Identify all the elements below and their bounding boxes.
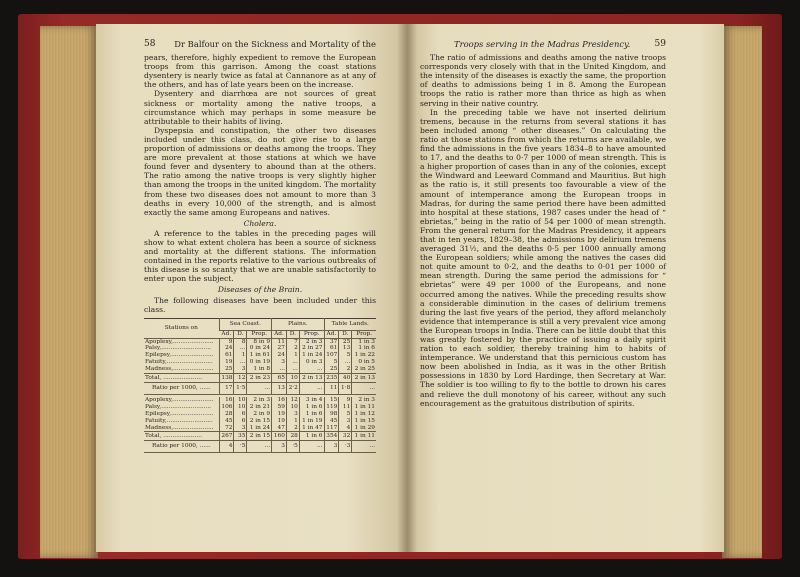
table-cell: 2 xyxy=(339,366,352,373)
table-header-table-lands: Table Lands. xyxy=(324,318,376,330)
table-cell: 6 xyxy=(234,418,247,425)
table-cell: 24 xyxy=(219,345,234,352)
table-cell: ... xyxy=(286,359,299,366)
table-cell: 0 in 3 xyxy=(299,359,324,366)
table-ratio-row xyxy=(144,382,376,394)
table-cell: 9 xyxy=(219,338,234,345)
table-cell: 98 xyxy=(324,411,339,418)
table-cell: 3 xyxy=(234,366,247,373)
table-cell: 1 in 24 xyxy=(247,425,272,432)
paragraph: A reference to the tables in the preceding pages will show to what extent cholera has been a source of sickness and mortality at the different stations. The information contained in the reports relative to the various outbreaks of this disease is so scanty that we are unable satisfactorily to enter upon the subject. xyxy=(144,228,376,284)
table-header-sea-coast: Sea Coast. xyxy=(219,318,271,330)
table-cell: 3 in 4 xyxy=(299,397,324,404)
paragraph: The ratio of admissions and deaths among the native troops corresponds very closely with that in the United Kingdom, and the intensity of the diseases is exactly the same, the proportion of deaths to admissions being 1 in 8. Among the European troops the ratio is rather more than thrice as high as when serving in their native country. xyxy=(420,53,666,108)
table-cell: 1 in 3 xyxy=(352,338,376,345)
table-cell: 19 xyxy=(272,418,287,425)
table-cell: 3 xyxy=(272,359,287,366)
table-cell: ... xyxy=(234,359,247,366)
table-cell: 1 in 6 xyxy=(299,432,324,441)
table-cell: 2 in 13 xyxy=(299,374,324,383)
paragraph: Dysentery and diarrhœa are not sources of great sickness or mortality among the native troops, a circumstance which may perhaps in some measure be attributable to their habits of living. xyxy=(144,89,376,126)
table-cell: 1 in 19 xyxy=(299,418,324,425)
table-cell: 1 in 6 xyxy=(299,404,324,411)
paragraph: The following diseases have been included under this class. xyxy=(144,295,376,314)
table-cell: 7 xyxy=(286,338,299,345)
table-cell: 2 xyxy=(286,425,299,432)
table-cell: 1 xyxy=(286,418,299,425)
table-cell: 25 xyxy=(324,366,339,373)
table-cell: 5 xyxy=(339,352,352,359)
table-cell: 1 xyxy=(234,352,247,359)
table-cell: 107 xyxy=(324,352,339,359)
paragraph: In the preceding table we have not inserted delirium tremens, because in the returns from several stations it has been included among “ other diseases.” On calculating the ratio at those stations from which the returns are available, we find the admissions in the five years 1834–8 to have amounted to 17, and the deaths to 0·7 per 1000 of mean strength. This is a higher proportion of cases than in any of the colonies, except the Windward and Leeward Command and Mauritius. But high as the ratio is, it still presents too favourable a view of the amount of intemperance among the European troops in Madras, for during the same period there have been admitted into hospital at these stations, 1987 cases under the head of “ ebrietas,” being in the ratio of 54 per 1000 of mean strength. From the general return for the Madras Presidency, it appears that in ten years, 1829–38, the admissions by delirium tremens averaged 31½, and the deaths 0·5 per 1000 annually among the European soldiers; while among the natives the cases did not quite amount to 0·2, and the deaths to 0·01 per 1000 of mean strength. During the same period the admissions for “ ebrietas” were 49 per 1000 of the Europeans, and none occurred among the natives. While the preceding results show a considerable diminution in the cases of delirium tremens during the last five years of the period, they afford melancholy evidence that intemperance is still a very prevalent vice among the European troops in India. There can be little doubt that this was greatly fostered by the practice of issuing a daily spirit ration to each soldier, thereby training him to habits of intemperance. We understand that this pernicious custom has now been abolished in India, as it was in the other British possessions in 1830 by Lord Hardinge, then Secretary at War. The soldier is too willing to fly to the bottle to drown his cares and relieve the dull monotony of his career, without any such encouragement as the gratuitous distribution of spirits. xyxy=(420,107,666,408)
col-prop: Prop. xyxy=(352,330,376,338)
table-cell: ... xyxy=(299,441,324,453)
table-cell: 59 xyxy=(272,404,287,411)
table-cell: 1 in 11 xyxy=(352,404,376,411)
table-cell: 1 in 11 xyxy=(352,432,376,441)
table-cell: 10 xyxy=(234,397,247,404)
col-ad: Ad. xyxy=(219,330,234,338)
table-cell: 37 xyxy=(324,338,339,345)
row-label: Ratio per 1000, ...... xyxy=(144,441,219,453)
table-cell: 5 xyxy=(339,411,352,418)
table-cell: 4 xyxy=(219,441,234,453)
table-cell: 3 xyxy=(324,441,339,453)
running-title: Dr Balfour on the Sickness and Mortality of the xyxy=(174,39,376,49)
table-cell: 65 xyxy=(272,374,287,383)
row-label: Fatuity,......................... xyxy=(145,417,213,424)
right-page-content xyxy=(420,40,666,408)
table-cell: 11 xyxy=(324,382,339,394)
table-cell: 28 xyxy=(219,411,234,418)
table-cell: 0 in 24 xyxy=(247,345,272,352)
table-cell: 27 xyxy=(272,345,287,352)
table-cell: 1·5 xyxy=(234,382,247,394)
table-row xyxy=(144,418,376,425)
table-cell: ... xyxy=(352,382,376,394)
table-cell: 1·8 xyxy=(339,382,352,394)
table-row xyxy=(144,366,376,373)
table-cell: 3 xyxy=(339,418,352,425)
right-running-head xyxy=(420,40,666,49)
row-label: Madness,...................... xyxy=(145,424,214,431)
table-cell: 1 xyxy=(286,352,299,359)
table-cell: 1 in 12 xyxy=(352,411,376,418)
table-total-row xyxy=(144,374,376,383)
table-cell: 2 in 3 xyxy=(352,397,376,404)
table-cell: 117 xyxy=(324,425,339,432)
table-cell: 1 in 15 xyxy=(352,418,376,425)
table-cell: 0 in 5 xyxy=(352,359,376,366)
table-header-plains: Plains. xyxy=(272,318,324,330)
table-cell: 2·2 xyxy=(286,382,299,394)
table-cell: ... xyxy=(286,366,299,373)
table-cell: 0 in 19 xyxy=(247,359,272,366)
row-label: Madness,...................... xyxy=(145,366,214,373)
running-title: Troops serving in the Madras Presidency. xyxy=(454,39,631,49)
table-cell: 2 in 15 xyxy=(247,432,272,441)
table-row xyxy=(144,359,376,366)
table-cell: 11 xyxy=(272,338,287,345)
table-cell: 24 xyxy=(272,352,287,359)
table-cell: 3 xyxy=(286,411,299,418)
col-d: D. xyxy=(234,330,247,338)
table-cell: 1 in 29 xyxy=(352,425,376,432)
table-cell: 160 xyxy=(272,432,287,441)
table-cell: 10 xyxy=(286,404,299,411)
table-cell: 2 in 15 xyxy=(247,418,272,425)
book-gutter xyxy=(397,24,417,552)
table-cell: ... xyxy=(339,359,352,366)
table-cell: 19 xyxy=(219,359,234,366)
table-cell: 19 xyxy=(272,411,287,418)
table-cell: 2 in 23 xyxy=(247,374,272,383)
table-cell: 47 xyxy=(272,425,287,432)
table-cell: 13 xyxy=(339,345,352,352)
table-cell: 45 xyxy=(324,418,339,425)
table-total-row xyxy=(144,432,376,441)
table-cell: 138 xyxy=(219,374,234,383)
table-cell: ·3 xyxy=(339,441,352,453)
row-label: Palsy,........................... xyxy=(145,403,212,410)
table-cell: 1 in 6 xyxy=(352,345,376,352)
table-cell: 1 in 8 xyxy=(247,366,272,373)
table-cell: 32 xyxy=(339,432,352,441)
table-cell: ... xyxy=(247,441,272,453)
table-cell: 8 in 9 xyxy=(247,338,272,345)
section-heading-cholera: Cholera. xyxy=(243,218,277,228)
table-cell: 235 xyxy=(324,374,339,383)
table-cell: 25 xyxy=(339,338,352,345)
table-row xyxy=(144,425,376,432)
row-label: Epilepsy,....................... xyxy=(145,410,214,417)
diseases-table xyxy=(144,318,376,454)
table-row xyxy=(144,352,376,359)
table-cell: 106 xyxy=(219,404,234,411)
table-cell: ·5 xyxy=(234,441,247,453)
page-edges-left xyxy=(40,26,98,558)
col-prop: Prop. xyxy=(299,330,324,338)
paragraph: pears, therefore, highly expedient to remove the European troops from this garrison. Among the coast stations dysentery is nearly twice as fatal at Cannanore as at any of the others, and has of late years been on the increase. xyxy=(144,53,376,90)
table-header-row xyxy=(144,318,376,330)
table-row xyxy=(144,397,376,404)
table-body xyxy=(144,338,376,453)
table-cell: 61 xyxy=(324,345,339,352)
row-label: Apoplexy,...................... xyxy=(145,396,214,403)
table-cell: 16 xyxy=(219,397,234,404)
table-cell: 11 xyxy=(339,404,352,411)
table-header-stations: Stations on xyxy=(144,318,219,338)
table-cell: 2 in 3 xyxy=(299,338,324,345)
table-cell: 13 xyxy=(272,382,287,394)
table-cell: ... xyxy=(299,382,324,394)
table-cell: ... xyxy=(299,366,324,373)
table-cell: 2 in 27 xyxy=(299,345,324,352)
table-cell: 10 xyxy=(286,374,299,383)
row-label: Palsy,........................... xyxy=(145,345,212,352)
table-cell: 12 xyxy=(286,397,299,404)
table-cell: 1 in 6 xyxy=(299,411,324,418)
col-prop: Prop. xyxy=(247,330,272,338)
table-cell: 35 xyxy=(234,432,247,441)
section-heading-brain: Diseases of the Brain. xyxy=(217,285,303,295)
row-label: Apoplexy,...................... xyxy=(145,338,214,345)
table-cell: 1 in 61 xyxy=(247,352,272,359)
table-cell: ·5 xyxy=(286,441,299,453)
table-cell: 6 xyxy=(234,411,247,418)
table-cell: 2 xyxy=(286,345,299,352)
table-cell: 3 xyxy=(234,425,247,432)
table-cell: 2 in 21 xyxy=(247,404,272,411)
table-cell: 10 xyxy=(234,404,247,411)
table-cell: 25 xyxy=(219,366,234,373)
row-label: Fatuity,......................... xyxy=(145,359,213,366)
row-label: Total, ..................... xyxy=(144,374,219,383)
row-label: Epilepsy,....................... xyxy=(145,352,214,359)
table-cell: 2 in 3 xyxy=(247,397,272,404)
table-ratio-row xyxy=(144,441,376,453)
table-cell: 15 xyxy=(324,397,339,404)
table-cell: ... xyxy=(272,366,287,373)
table-cell: ... xyxy=(352,441,376,453)
row-label: Total, ..................... xyxy=(144,432,219,441)
table-cell: 4 xyxy=(339,425,352,432)
table-cell: 267 xyxy=(219,432,234,441)
table-cell: 5 xyxy=(324,359,339,366)
table-cell: 2 in 13 xyxy=(352,374,376,383)
table-cell: 1 in 47 xyxy=(299,425,324,432)
page-edges-right xyxy=(722,26,762,558)
table-cell: 16 xyxy=(272,397,287,404)
table-cell: 3 xyxy=(272,441,287,453)
left-running-head xyxy=(144,40,376,49)
left-page-content xyxy=(144,40,376,453)
table-cell: 2 in 25 xyxy=(352,366,376,373)
page-number: 58 xyxy=(144,39,156,49)
col-d: D. xyxy=(339,330,352,338)
table-cell: 28 xyxy=(286,432,299,441)
table-cell: 12 xyxy=(234,374,247,383)
table-row xyxy=(144,404,376,411)
page-number: 59 xyxy=(654,39,666,49)
table-row xyxy=(144,338,376,345)
table-row xyxy=(144,345,376,352)
table-cell: ... xyxy=(247,382,272,394)
col-d: D. xyxy=(286,330,299,338)
paragraph: Dyspepsia and constipation, the other two diseases included under this class, do not give rise to a large proportion of admissions or deaths among the troops. They are more prevalent at those stations at which we have found fever and dysentery to abound than at the others. The ratio among the native troops is very slightly higher than among the troops in the united kingdom. The mortality from these two diseases does not amount to more than 3 deaths in every 10,000 of the strength, and is almost exactly the same among Europeans and natives. xyxy=(144,125,376,217)
table-cell: 45 xyxy=(219,418,234,425)
table-cell: 2 in 9 xyxy=(247,411,272,418)
table-cell: 1 in 22 xyxy=(352,352,376,359)
table-cell: 61 xyxy=(219,352,234,359)
table-cell: 17 xyxy=(219,382,234,394)
row-label: Ratio per 1000, ...... xyxy=(144,382,219,394)
table-row xyxy=(144,411,376,418)
table-cell: 8 xyxy=(234,338,247,345)
col-ad: Ad. xyxy=(324,330,339,338)
table-cell: ... xyxy=(234,345,247,352)
table-cell: 72 xyxy=(219,425,234,432)
table-cell: 354 xyxy=(324,432,339,441)
table-cell: 40 xyxy=(339,374,352,383)
table-cell: 1 in 24 xyxy=(299,352,324,359)
table-cell: 119 xyxy=(324,404,339,411)
table-cell: 9 xyxy=(339,397,352,404)
col-ad: Ad. xyxy=(272,330,287,338)
